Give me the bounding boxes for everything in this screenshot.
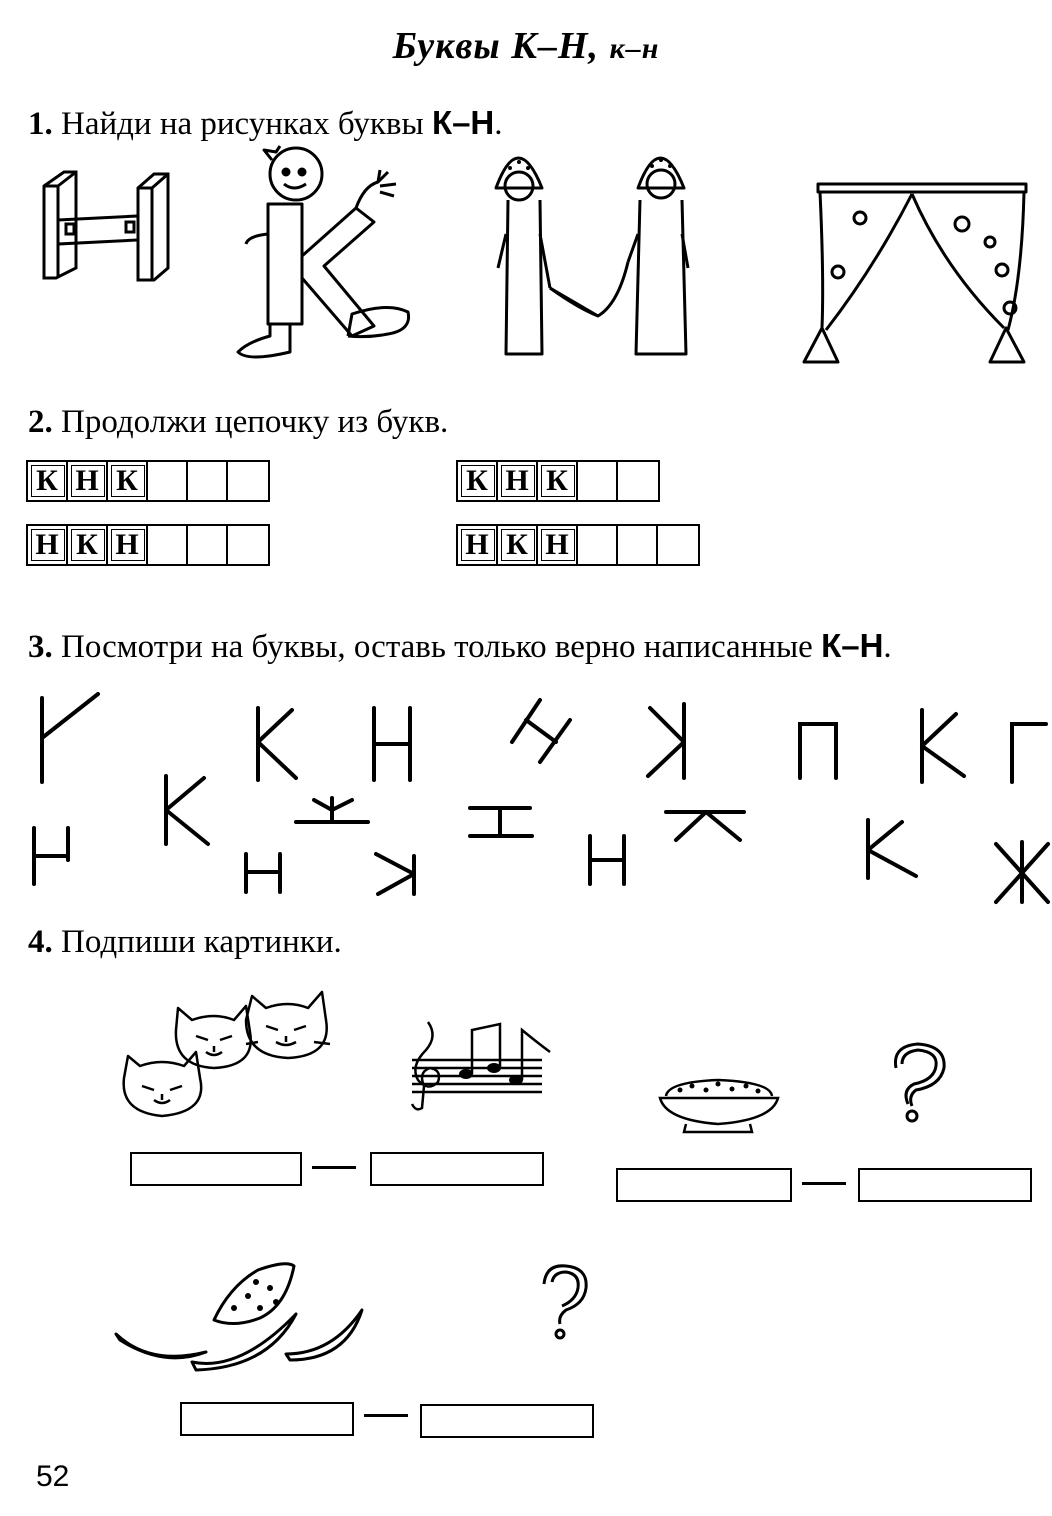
letter-stroke [376, 854, 414, 894]
letter-stroke [42, 694, 98, 782]
question-mark-picture [884, 1038, 954, 1124]
chain-row-2 [456, 460, 660, 502]
letter-stroke [470, 808, 532, 836]
chain-empty-cell[interactable] [188, 462, 228, 500]
letter-stroke [512, 700, 570, 762]
chain-row-1 [26, 460, 270, 502]
task-1-text: Найди на рисунках буквы [61, 106, 424, 142]
chain-cell: Н [538, 526, 578, 564]
letter-stroke [374, 708, 410, 780]
cats-picture [118, 986, 334, 1122]
task-3-end: . [883, 629, 892, 665]
task-2-number: 2. [28, 404, 53, 440]
chain-cell: К [538, 462, 578, 500]
chain-cell: К [68, 526, 108, 564]
chain-cell: Н [498, 462, 538, 500]
chain-empty-cell[interactable] [188, 526, 228, 564]
chain-empty-cell[interactable] [618, 526, 658, 564]
task-3-letters: К–Н [821, 627, 884, 664]
dash [802, 1182, 846, 1185]
chain-cell: Н [68, 462, 108, 500]
chain-cell: Н [458, 526, 498, 564]
chain-cell: Н [108, 526, 148, 564]
chain-empty-cell[interactable] [228, 526, 268, 564]
answer-box[interactable] [616, 1168, 792, 1202]
title-cursive: к–н [609, 32, 660, 65]
task-2-text: Продолжи цепочку из букв. [61, 404, 449, 440]
chain-empty-cell[interactable] [658, 526, 698, 564]
letter-stroke [258, 708, 296, 780]
chain-cell: К [108, 462, 148, 500]
letter-stroke [34, 828, 68, 884]
letter-stroke [996, 842, 1048, 902]
letter-k-curtain-picture [794, 178, 1034, 368]
chain-cell: Н [28, 526, 68, 564]
answer-box[interactable] [130, 1152, 302, 1186]
chain-empty-cell[interactable] [148, 526, 188, 564]
porridge-bowl-picture [656, 1076, 782, 1136]
chain-cell: К [498, 526, 538, 564]
task-1-end: . [494, 106, 503, 142]
letter-stroke [868, 820, 916, 878]
task-4-number: 4. [28, 924, 53, 960]
dash [364, 1414, 408, 1417]
chain-cell: К [458, 462, 498, 500]
page-title [0, 24, 1052, 68]
letter-stroke [922, 710, 964, 782]
chain-empty-cell[interactable] [618, 462, 658, 500]
letter-strokes-area [0, 680, 1052, 920]
letter-stroke [590, 836, 624, 884]
letter-stroke [648, 704, 684, 778]
task-4-heading [28, 922, 342, 962]
letter-stroke [166, 776, 208, 844]
answer-box[interactable] [858, 1168, 1032, 1202]
chain-cell: К [28, 462, 68, 500]
letter-stroke [246, 854, 280, 892]
task-3-heading [28, 626, 892, 667]
dash [312, 1166, 356, 1169]
letter-stroke [296, 798, 368, 822]
answer-box[interactable] [420, 1404, 594, 1438]
chain-empty-cell[interactable] [578, 462, 618, 500]
answer-box[interactable] [180, 1402, 354, 1436]
chain-empty-cell[interactable] [228, 462, 268, 500]
letter-stroke [666, 812, 744, 840]
task-3-text: Посмотри на буквы, оставь только верно написанные [61, 629, 813, 665]
chain-row-4 [456, 524, 700, 566]
letter-stroke [800, 724, 836, 778]
task-1-heading [28, 103, 503, 144]
task-4-text: Подпиши картинки. [61, 924, 342, 960]
letter-stroke [1012, 724, 1046, 782]
music-notes-picture [404, 1016, 554, 1112]
task-1-letters: К–Н [431, 104, 495, 141]
leaves-picture [110, 1256, 370, 1386]
letter-k-character-picture [228, 146, 418, 366]
task-1-number: 1. [28, 106, 53, 142]
answer-box[interactable] [370, 1152, 544, 1186]
task-2-heading [28, 402, 448, 442]
task-3-number: 3. [28, 629, 53, 665]
letter-n-girls-picture [488, 138, 698, 360]
title-main: Буквы К–Н, [392, 25, 600, 67]
chain-empty-cell[interactable] [578, 526, 618, 564]
letter-h-blocks-picture [36, 168, 176, 288]
chain-empty-cell[interactable] [148, 462, 188, 500]
page-number: 52 [36, 1460, 70, 1493]
question-mark-picture [536, 1260, 596, 1342]
chain-row-3 [26, 524, 270, 566]
